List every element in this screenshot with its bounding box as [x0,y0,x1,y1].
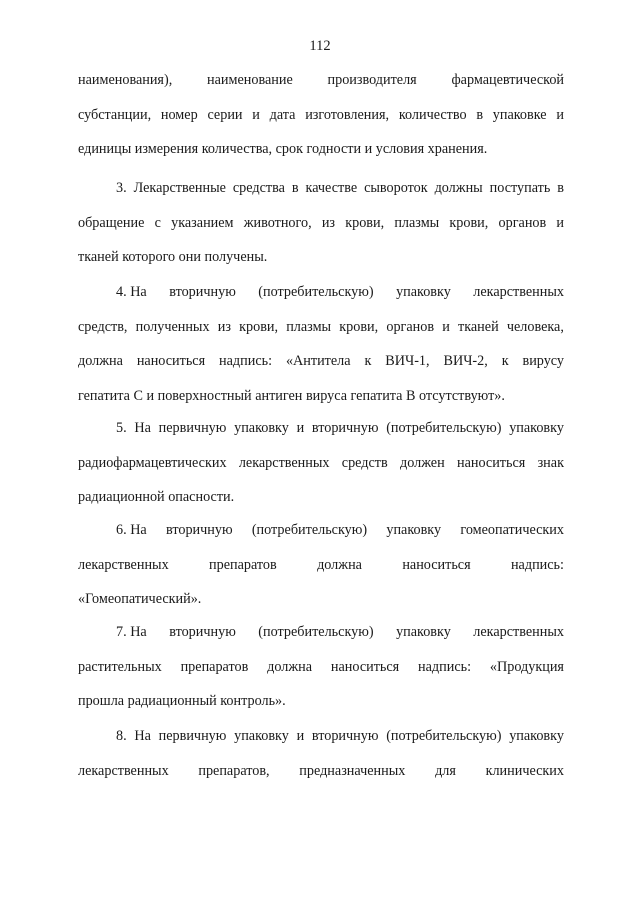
text-line [116,418,564,438]
word: должен [399,454,445,471]
word: упаковку [386,522,442,538]
text-line [116,622,564,642]
word: вторичную [169,624,236,640]
word: и [252,106,260,123]
word: наименование [207,72,293,88]
word: указанием [171,214,234,231]
word: лекарственных [473,284,564,300]
word: из [321,214,336,231]
text-line [78,453,564,473]
word: к [364,353,372,369]
word: надпись: [510,556,564,573]
word: растительных [78,658,162,675]
word: субстанции, [78,106,152,123]
word: наноситься [402,556,471,573]
text-line: тканей которого они получены. [78,249,268,265]
word: номер [160,106,198,123]
word: «Продукция [489,658,564,675]
word: должна [317,556,362,573]
text-line: гепатита С и поверхностный антиген вируса гепатита В отсутствуют». [78,387,505,404]
word: полученных [135,318,210,335]
word: качестве [305,180,358,196]
word: должна [267,658,313,675]
word: надпись: [418,658,472,675]
word: сывороток [364,180,428,196]
word: 8. [116,728,127,744]
text-line [116,178,564,198]
text-line [78,70,564,90]
word: с [154,214,161,231]
word: наименования), [78,72,173,88]
word: средств [341,454,388,471]
word: и [556,106,564,123]
word: (потребительскую) [386,420,502,436]
word: поступать [489,180,551,196]
word: тканей [458,318,499,335]
word: препаратов [209,556,277,573]
text-line: «Гомеопатический». [78,591,202,607]
text-line [78,761,564,781]
word: препаратов, [198,762,270,779]
word: плазмы [286,318,332,335]
word: На [134,728,151,744]
word: «Антитела [285,353,351,369]
word: обращение [78,214,145,231]
text-line [116,726,564,746]
word: 7. На [116,624,147,640]
text-line [78,657,564,677]
word: из [217,318,231,335]
word: серии [207,106,243,123]
word: животного, [243,214,312,231]
word: вторичную [311,420,379,436]
word: наноситься [330,658,400,675]
word: упаковку [234,728,289,744]
word: (потребительскую) [258,624,374,640]
word: и [442,318,450,335]
word: лекарственных [238,454,330,471]
word: и [296,420,305,436]
word: должна [78,353,123,369]
word: упаковку [396,284,451,300]
word: изготовления, [305,106,390,123]
word: ВИЧ-1, [385,353,430,369]
word: гомеопатических [460,522,564,538]
page-number: 112 [309,38,331,54]
word: крови, [449,214,489,231]
word: в [291,180,299,196]
word: крови, [339,318,379,335]
word: упаковку [396,624,451,640]
word: органов [498,214,547,231]
word: и [556,214,564,231]
word: производителя [327,72,417,88]
word: предназначенных [299,762,406,779]
word: препаратов [180,658,249,675]
word: упаковку [509,420,564,436]
word: для [435,762,456,779]
text-line [78,105,564,125]
word: упаковке [492,106,547,123]
word: радиофармацевтических [78,454,227,471]
word: (потребительскую) [258,284,374,300]
word: упаковку [509,728,564,744]
word: первичную [158,728,227,744]
text-line [78,555,564,575]
word: крови, [239,318,279,335]
word: 4. На [116,284,147,300]
word: 5. [116,420,127,436]
word: вторичную [169,284,236,300]
word: вторичную [311,728,379,744]
word: первичную [158,420,227,436]
word: лекарственных [78,762,169,779]
word: вирусу [522,353,564,369]
word: в [476,106,484,123]
text-line [78,317,564,337]
text-line [78,351,564,371]
word: (потребительскую) [386,728,502,744]
word: крови, [345,214,385,231]
word: лекарственных [473,624,564,640]
text-line: единицы измерения количества, срок годности и условия хранения. [78,141,488,157]
word: в [557,180,564,196]
text-line: радиационной опасности. [78,489,235,505]
word: средств, [78,318,128,335]
word: дата [269,106,296,123]
word: (потребительскую) [251,522,368,538]
word: упаковку [234,420,289,436]
text-line: прошла радиационный контроль». [78,693,286,709]
text-line [116,282,564,302]
word: средства [232,180,285,196]
word: наноситься [136,353,206,369]
word: вторичную [166,522,233,538]
word: ВИЧ-2, [443,353,488,369]
word: фармацевтической [451,72,564,88]
word: и [296,728,305,744]
word: должны [434,180,483,196]
word: количество [398,106,467,123]
word: лекарственных [78,556,169,573]
text-line [116,520,564,540]
word: наноситься [456,454,526,471]
word: человека, [506,318,564,335]
word: к [501,353,509,369]
word: плазмы [394,214,440,231]
word: 6. На [116,522,147,538]
word: Лекарственные [133,180,226,196]
word: органов [386,318,435,335]
word: 3. [116,180,127,196]
text-line [78,213,564,233]
word: знак [537,454,564,471]
word: На [134,420,151,436]
word: клинических [485,762,564,779]
word: надпись: [219,353,273,369]
